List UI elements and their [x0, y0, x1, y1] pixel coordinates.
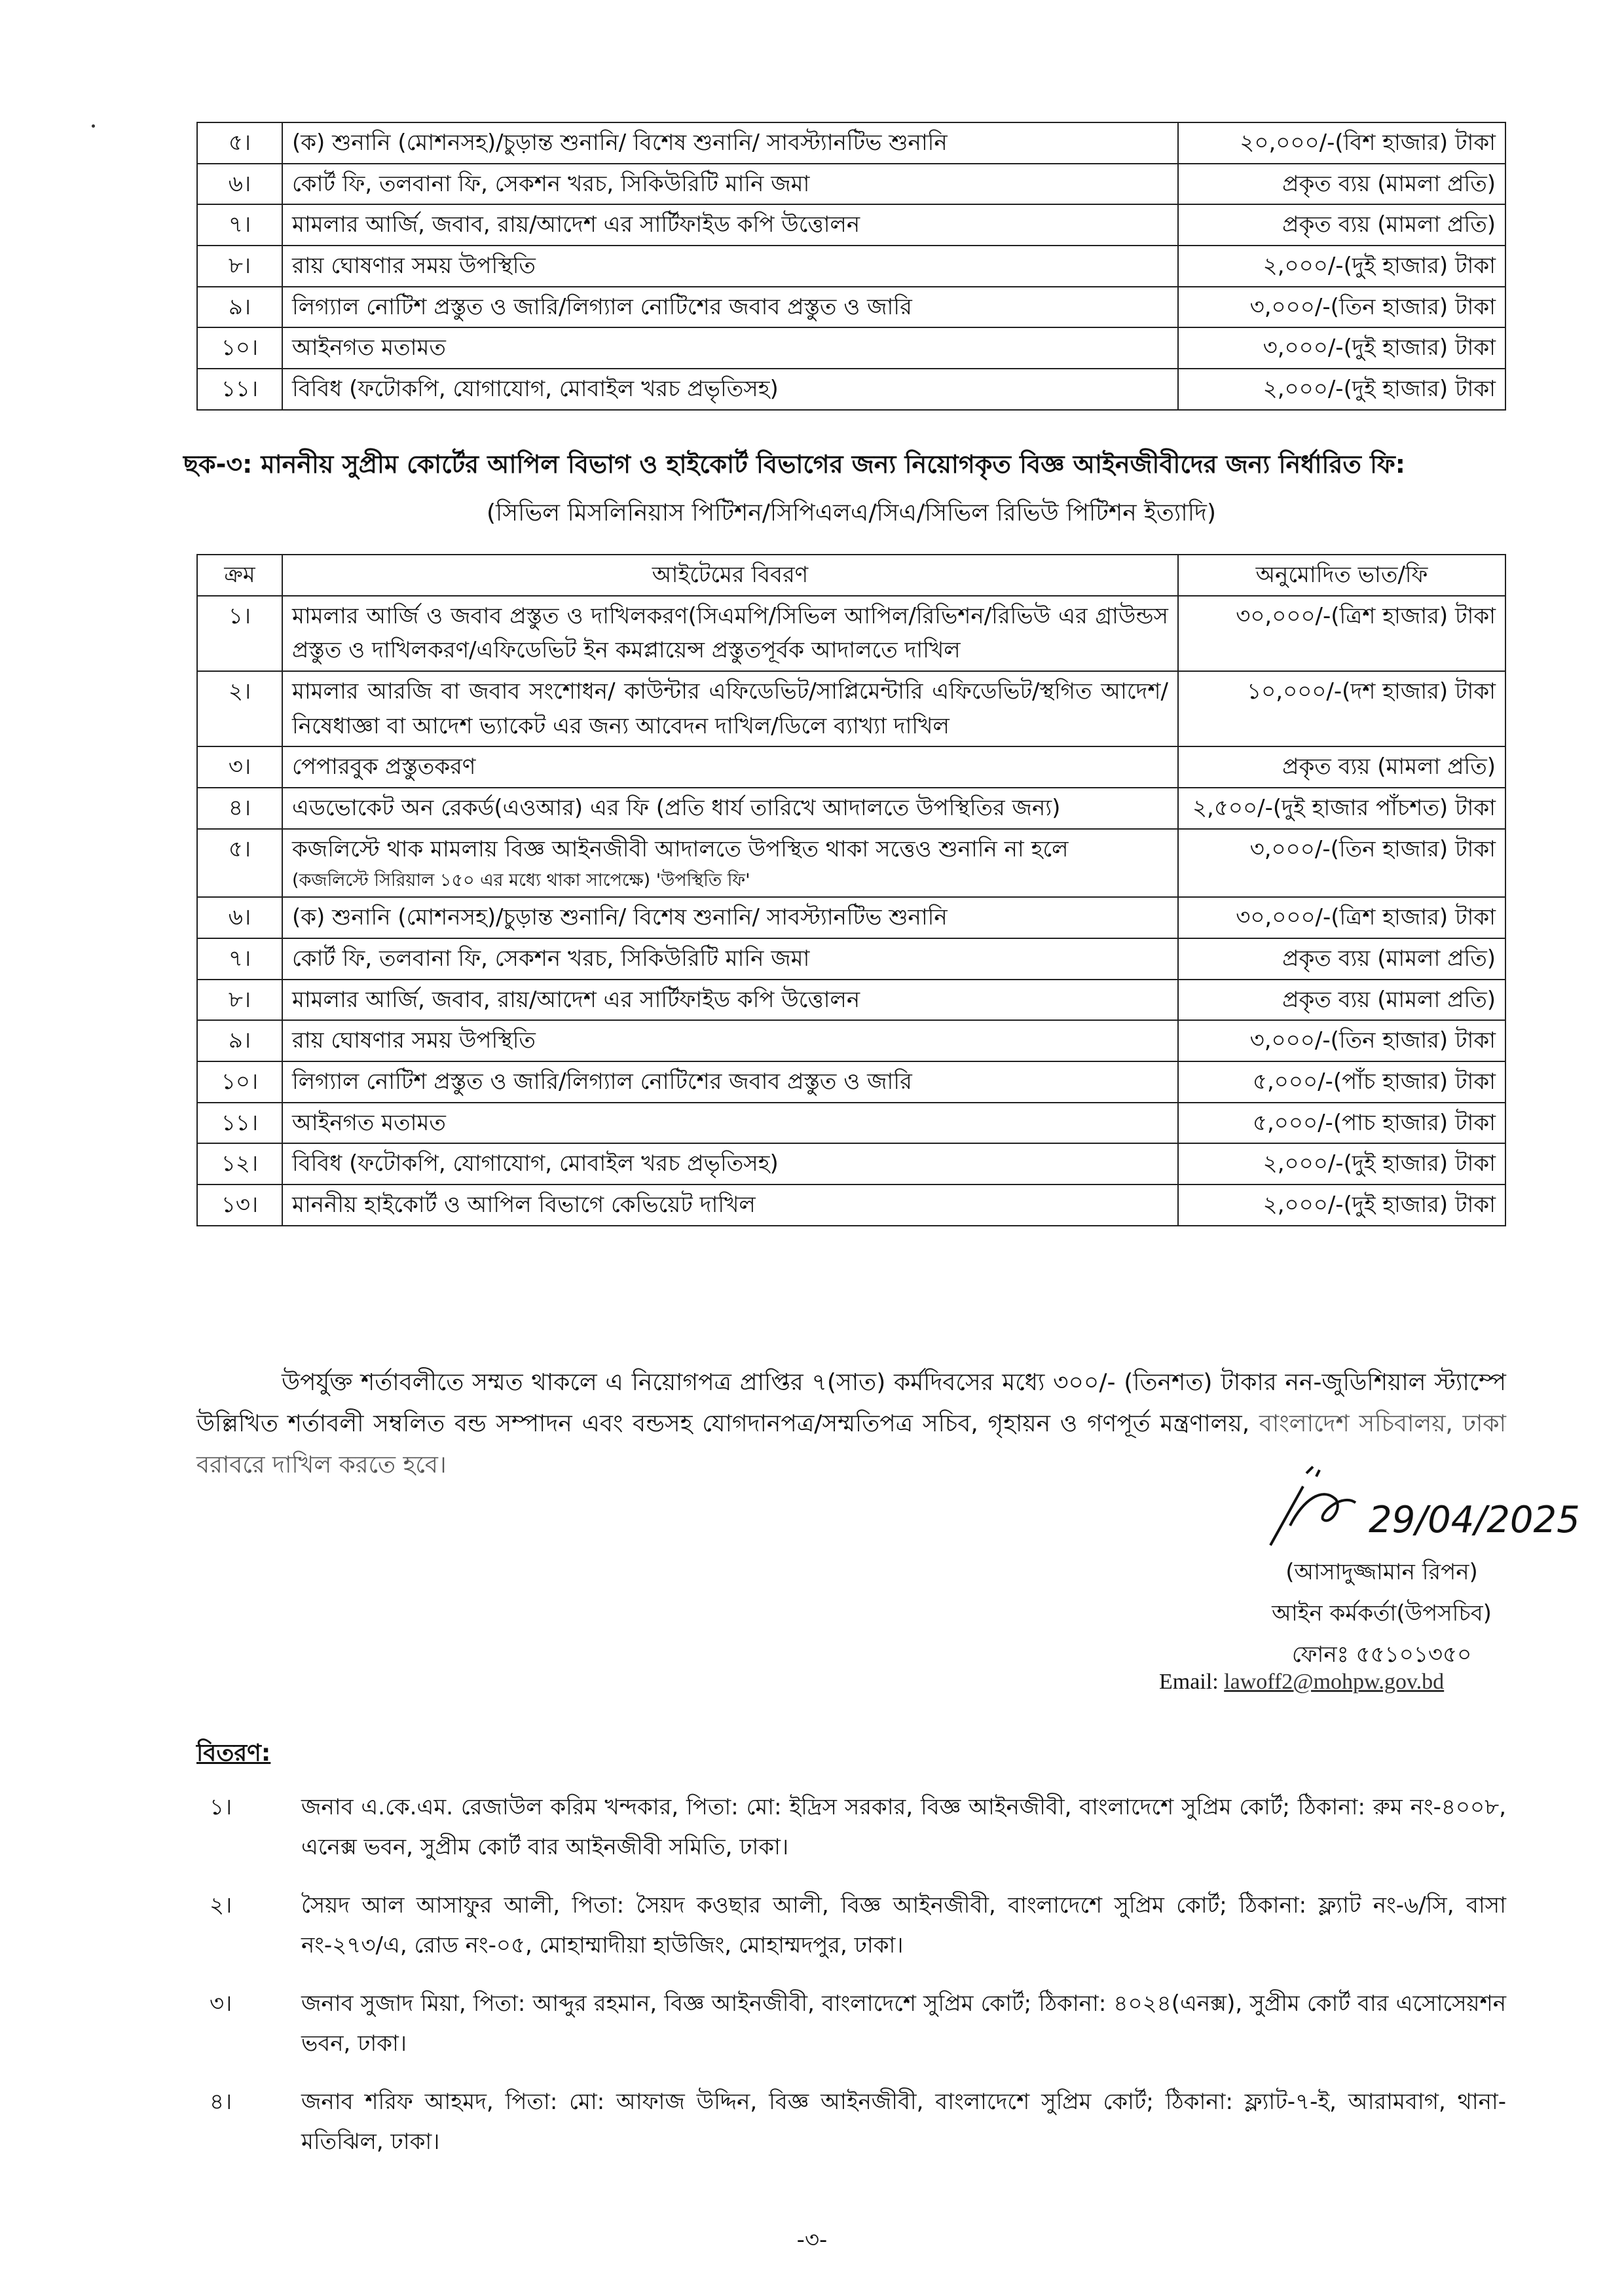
row-description: মামলার আর্জি, জবাব, রায়/আদেশ এর সার্টিফাইড কপি উত্তোলন [282, 980, 1178, 1021]
row-description: আইনগত মতামত [282, 1103, 1178, 1144]
row-description: রায় ঘোষণার সময় উপস্থিতি [282, 1020, 1178, 1061]
row-number: ৭। [197, 938, 282, 980]
row-fee: ৩,০০০/-(দুই হাজার) টাকা [1178, 327, 1505, 369]
table-row [197, 1020, 1505, 1061]
table-row [197, 829, 1505, 898]
table-row [197, 1103, 1505, 1144]
row-number: ১০। [197, 1061, 282, 1103]
row-fee: ১০,০০০/-(দশ হাজার) টাকা [1178, 671, 1505, 746]
column-header-fee: অনুমোদিত ভাত/ফি [1178, 555, 1505, 596]
row-description: (ক) শুনানি (মোশনসহ)/চুড়ান্ত শুনানি/ বিশেষ শুনানি/ সাবস্ট্যানটিভ শুনানি [282, 897, 1178, 938]
signatory-email-line [1159, 1670, 1444, 1695]
signatory-phone: ফোনঃ ৫৫১০১৩৫০ [1291, 1641, 1472, 1668]
row-fee: ২০,০০০/-(বিশ হাজার) টাকা [1178, 122, 1505, 164]
page-number: -৩- [796, 2227, 828, 2253]
table-row [197, 980, 1505, 1021]
table-row [197, 327, 1505, 369]
row-fee: ৩,০০০/-(তিন হাজার) টাকা [1178, 1020, 1505, 1061]
row-description-note: (কজলিস্টে সিরিয়াল ১৫০ এর মধ্যে থাকা সাপেক্ষে) 'উপস্থিতি ফি' [292, 870, 750, 890]
row-number: ১১। [197, 369, 282, 410]
row-number: ৫। [197, 829, 282, 898]
row-fee: ২,০০০/-(দুই হাজার) টাকা [1178, 246, 1505, 287]
signatory-name: (আসাদুজ্জামান রিপন) [1285, 1559, 1478, 1585]
row-description: আইনগত মতামত [282, 327, 1178, 369]
row-description: (ক) শুনানি (মোশনসহ)/চুড়ান্ত শুনানি/ বিশেষ শুনানি/ সাবস্ট্যানটিভ শুনানি [282, 122, 1178, 164]
row-fee: ২,০০০/-(দুই হাজার) টাকা [1178, 369, 1505, 410]
conditions-text: উপর্যুক্ত শর্তাবলীতে সম্মত থাকলে এ নিয়োগপত্র প্রাপ্তির ৭(সাত) কর্মদিবসের মধ্যে ৩০০/- (তিনশত) টাকার নন-জুডিশিয়াল স্ট্যাম্পে উল্লিখিত শর্তাবলী সম্বলিত বন্ড সম্পাদন এবং বন্ডসহ যোগদানপত্র/সম্মতিপত্র সচিব, গৃহায়ন ও গণপূর্ত মন্ত্রণালয়, [196, 1369, 1506, 1437]
table-row [197, 246, 1505, 287]
section-heading: ছক-৩: মাননীয় সুপ্রীম কোর্টের আপিল বিভাগ ও হাইকোর্ট বিভাগের জন্য নিয়োগকৃত বিজ্ঞ আইনজীবীদের জন্য নির্ধারিত ফি: [183, 450, 1405, 479]
conditions-text-last: বাংলাদেশ সচিবালয়, ঢাকা বরাবরে দাখিল করতে হবে। [196, 1410, 1506, 1478]
row-description: লিগ্যাল নোটিশ প্রস্তুত ও জারি/লিগ্যাল নোটিশের জবাব প্রস্তুত ও জারি [282, 1061, 1178, 1103]
row-fee: ২,০০০/-(দুই হাজার) টাকা [1178, 1184, 1505, 1226]
row-number: ৬। [197, 164, 282, 205]
column-header-description: আইটেমের বিবরণ [282, 555, 1178, 596]
row-description-block [282, 829, 1178, 898]
row-fee: ২,০০০/-(দুই হাজার) টাকা [1178, 1143, 1505, 1184]
signatory-designation: আইন কর্মকর্তা(উপসচিব) [1272, 1600, 1492, 1626]
row-fee: ৩০,০০০/-(ত্রিশ হাজার) টাকা [1178, 897, 1505, 938]
row-number: ৫। [197, 122, 282, 164]
signature-date: 29/04/2025 [1369, 1499, 1580, 1541]
row-fee: প্রকৃত ব্যয় (মামলা প্রতি) [1178, 204, 1505, 246]
row-description: পেপারবুক প্রস্তুতকরণ [282, 746, 1178, 788]
row-description: মামলার আর্জি ও জবাব প্রস্তুত ও দাখিলকরণ(সিএমপি/সিভিল আপিল/রিভিশন/রিভিউ এর গ্রাউন্ডস প্রস্তুত ও দাখিলকরণ/এফিডেভিট ইন কমপ্লায়েন্স প্রস্তুতপূর্বক আদালতে দাখিল [282, 596, 1178, 671]
signature-block [1179, 1552, 1585, 1676]
table-row [197, 287, 1505, 328]
row-number: ৭। [197, 204, 282, 246]
row-description: মামলার আরজি বা জবাব সংশোধন/ কাউন্টার এফিডেভিট/সাপ্লিমেন্টারি এফিডেভিট/স্থগিত আদেশ/নিষেধাজ্ঞা বা আদেশ ভ্যাকেট এর জন্য আবেদন দাখিল/ডিলে ব্যাখ্যা দাখিল [282, 671, 1178, 746]
table-row [197, 164, 1505, 205]
list-item-text: জনাব শরিফ আহমদ, পিতা: মো: আফাজ উদ্দিন, বিজ্ঞ আইনজীবী, বাংলাদেশে সুপ্রিম কোর্ট; ঠিকানা: ফ্ল্যাট-৭-ই, আরামবাগ, থানা-মতিঝিল, ঢাকা। [301, 2089, 1506, 2156]
row-number: ১১। [197, 1103, 282, 1144]
row-fee: প্রকৃত ব্যয় (মামলা প্রতি) [1178, 746, 1505, 788]
row-number: ৬। [197, 897, 282, 938]
list-item-number: ২। [210, 1892, 232, 1919]
row-fee: ৫,০০০/-(পাচ হাজার) টাকা [1178, 1103, 1505, 1144]
table-row [197, 1184, 1505, 1226]
list-item-text: জনাব এ.কে.এম. রেজাউল করিম খন্দকার, পিতা: মো: ইদ্রিস সরকার, বিজ্ঞ আইনজীবী, বাংলাদেশে সুপ্রিম কোর্ট; ঠিকানা: রুম নং-৪০০৮, এনেক্স ভবন, সুপ্রীম কোর্ট বার আইনজীবী সমিতি, ঢাকা। [301, 1794, 1506, 1861]
row-fee: ৩,০০০/-(তিন হাজার) টাকা [1178, 287, 1505, 328]
row-description: কজলিস্টে থাক মামলায় বিজ্ঞ আইনজীবী আদালতে উপস্থিত থাকা সত্তেও শুনানি না হলে [292, 835, 1069, 862]
table-row [197, 369, 1505, 410]
row-number: ৯। [197, 287, 282, 328]
row-description: মাননীয় হাইকোর্ট ও আপিল বিভাগে কেভিয়েট দাখিল [282, 1184, 1178, 1226]
list-item-text: জনাব সুজাদ মিয়া, পিতা: আব্দুর রহমান, বিজ্ঞ আইনজীবী, বাংলাদেশে সুপ্রিম কোর্ট; ঠিকানা: ৪০২৪(এনক্স), সুপ্রীম কোর্ট বার এসোসেয়শন ভবন, ঢাকা। [301, 1991, 1506, 2057]
row-number: ১২। [197, 1143, 282, 1184]
row-number: ১০। [197, 327, 282, 369]
list-item [196, 1886, 1506, 1966]
email-label: Email: [1159, 1670, 1219, 1694]
row-description: মামলার আর্জি, জবাব, রায়/আদেশ এর সার্টিফাইড কপি উত্তোলন [282, 204, 1178, 246]
table-row [197, 596, 1505, 671]
fee-table-continued [196, 122, 1506, 411]
list-item [196, 2082, 1506, 2162]
row-fee: ৩,০০০/-(তিন হাজার) টাকা [1178, 829, 1505, 898]
table-row [197, 204, 1505, 246]
row-description: রায় ঘোষণার সময় উপস্থিতি [282, 246, 1178, 287]
table-row [197, 122, 1505, 164]
row-number: ৮। [197, 980, 282, 1021]
row-number: ১৩। [197, 1184, 282, 1226]
table-row [197, 671, 1505, 746]
row-description: বিবিধ (ফটোকপি, যোগাযোগ, মোবাইল খরচ প্রভৃতিসহ) [282, 1143, 1178, 1184]
fee-table-supreme-court [196, 554, 1506, 1226]
row-description: কোর্ট ফি, তলবানা ফি, সেকশন খরচ, সিকিউরিটি মানি জমা [282, 164, 1178, 205]
row-number: ১। [197, 596, 282, 671]
table-row [197, 938, 1505, 980]
row-number: ৯। [197, 1020, 282, 1061]
list-item [196, 1788, 1506, 1867]
row-number: ৮। [197, 246, 282, 287]
row-fee: ৩০,০০০/-(ত্রিশ হাজার) টাকা [1178, 596, 1505, 671]
row-fee: ২,৫০০/-(দুই হাজার পাঁচশত) টাকা [1178, 788, 1505, 829]
column-header-serial: ক্রম [197, 555, 282, 596]
section-subheading: (সিভিল মিসলিনিয়াস পিটিশন/সিপিএলএ/সিএ/সিভিল রিভিউ পিটিশন ইত্যাদি) [486, 500, 1216, 526]
row-fee: ৫,০০০/-(পাঁচ হাজার) টাকা [1178, 1061, 1505, 1103]
distribution-title: বিতরণ: [196, 1740, 271, 1767]
list-item [196, 1984, 1506, 2064]
row-description: এডভোকেট অন রেকর্ড(এওআর) এর ফি (প্রতি ধার্য তারিখে আদালতে উপস্থিতির জন্য) [282, 788, 1178, 829]
row-number: ৩। [197, 746, 282, 788]
row-description: বিবিধ (ফটোকপি, যোগাযোগ, মোবাইল খরচ প্রভৃতিসহ) [282, 369, 1178, 410]
table-row [197, 788, 1505, 829]
row-description: কোর্ট ফি, তলবানা ফি, সেকশন খরচ, সিকিউরিটি মানি জমা [282, 938, 1178, 980]
row-fee: প্রকৃত ব্যয় (মামলা প্রতি) [1178, 164, 1505, 205]
table-header-row [197, 555, 1505, 596]
table-row [197, 1143, 1505, 1184]
list-item-text: সৈয়দ আল আসাফুর আলী, পিতা: সৈয়দ কওছার আলী, বিজ্ঞ আইনজীবী, বাংলাদেশে সুপ্রিম কোর্ট; ঠিকানা: ফ্ল্যাট নং-৬/সি, বাসা নং-২৭৩/এ, রোড নং-০৫, মোহাম্মাদীয়া হাউজিং, মোহাম্মদপুর, ঢাকা। [301, 1892, 1506, 1959]
list-item-number: ১। [210, 1794, 232, 1820]
handwritten-signature [1244, 1447, 1585, 1558]
list-item-number: ৩। [210, 1991, 232, 2017]
row-number: ২। [197, 671, 282, 746]
row-description: লিগ্যাল নোটিশ প্রস্তুত ও জারি/লিগ্যাল নোটিশের জবাব প্রস্তুত ও জারি [282, 287, 1178, 328]
row-fee: প্রকৃত ব্যয় (মামলা প্রতি) [1178, 980, 1505, 1021]
list-item-number: ৪। [210, 2089, 232, 2115]
speck [92, 124, 95, 128]
table-row [197, 746, 1505, 788]
row-fee: প্রকৃত ব্যয় (মামলা প্রতি) [1178, 938, 1505, 980]
email-link[interactable]: lawoff2@mohpw.gov.bd [1224, 1670, 1445, 1694]
table-row [197, 1061, 1505, 1103]
row-number: ৪। [197, 788, 282, 829]
table-row [197, 897, 1505, 938]
